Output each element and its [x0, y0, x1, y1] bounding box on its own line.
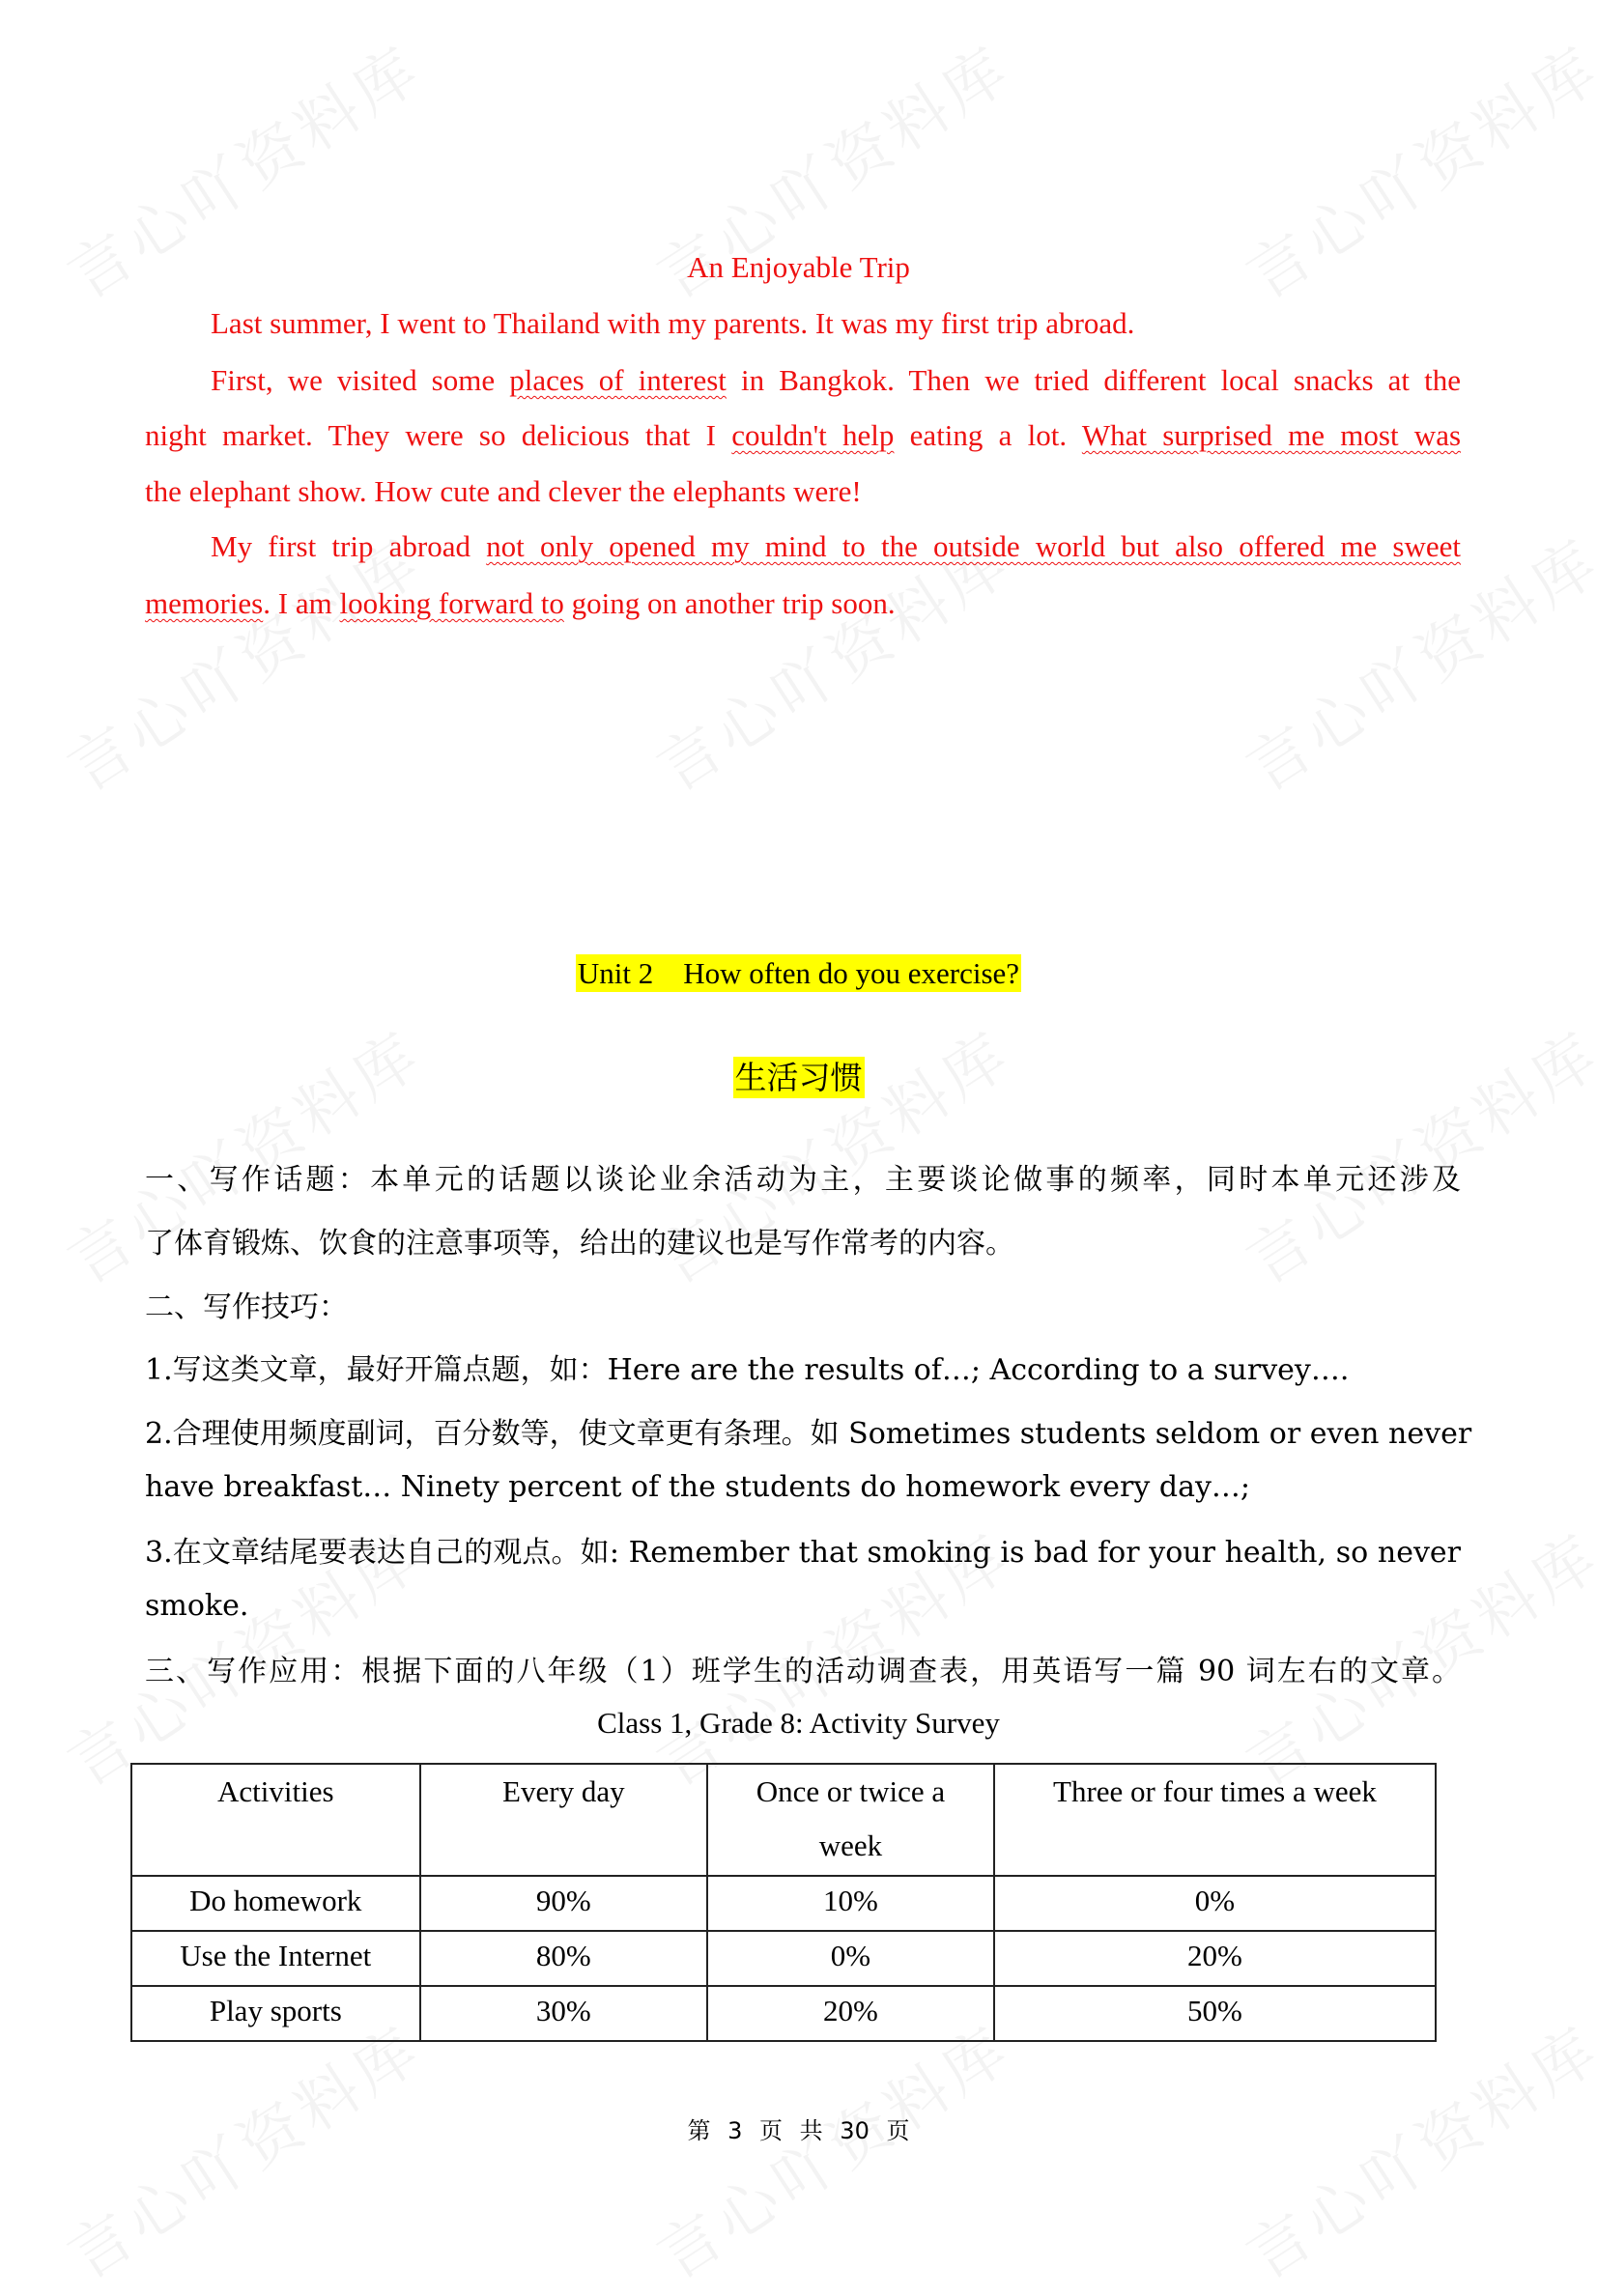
- underlined-phrase: couldn't help: [731, 418, 895, 452]
- guide-line: 二、写作技巧：: [145, 1290, 348, 1324]
- essay-text: eating a lot.: [894, 418, 1082, 452]
- guide-line: 三、写作应用：根据下面的八年级（1）班学生的活动调查表，用英语写一篇 90 词左右的文章。: [145, 1655, 1461, 1688]
- unit-title-text: Unit 2 How often do you exercise?: [577, 956, 1020, 990]
- underlined-phrase: not only opened my mind to the outside world but also offered me sweet: [486, 529, 1462, 563]
- guide-line: have breakfast… Ninety percent of the students do homework every day…;: [145, 1470, 1251, 1504]
- essay-line: [145, 474, 1461, 509]
- table-cell: 10%: [707, 1876, 994, 1931]
- table-header-cell: Once or twice a week: [707, 1764, 994, 1876]
- essay-text: night market. They were so delicious that I: [145, 418, 732, 452]
- guide-line: 3.在文章结尾要表达自己的观点。如: Remember that smoking is bad for your health, so never: [145, 1536, 1461, 1570]
- underlined-phrase: looking forward to: [339, 586, 564, 620]
- table-header-cell: Three or four times a week: [994, 1764, 1436, 1876]
- guide-line: 1.写这类文章，最好开篇点题，如：Here are the results of…; According to a survey….: [145, 1353, 1350, 1387]
- watermark: [48, 2000, 437, 2296]
- underlined-phrase: What surprised me most was: [1081, 418, 1462, 452]
- essay-text: the elephant show. How cute and clever the elephants were!: [145, 474, 862, 508]
- essay-text: going on another trip soon.: [563, 586, 896, 620]
- watermark: [1227, 2000, 1597, 2296]
- underlined-phrase: places of interest: [509, 363, 727, 397]
- essay-text: Last summer, I went to Thailand with my parents. It was my first trip abroad.: [211, 306, 1135, 340]
- guide-line: 一、写作话题：本单元的话题以谈论业余活动为主，主要谈论做事的频率，同时本单元还涉及: [145, 1163, 1461, 1197]
- table-row: [131, 1986, 1436, 2041]
- essay-line: [145, 529, 1461, 564]
- table-row: [131, 1876, 1436, 1931]
- essay-text: in Bangkok. Then we tried different local snacks at the: [726, 363, 1461, 397]
- table-cell: 90%: [420, 1876, 707, 1931]
- table-cell: 50%: [994, 1986, 1436, 2041]
- table-cell: 30%: [420, 1986, 707, 2041]
- underlined-phrase: memories: [145, 586, 264, 620]
- watermark: [638, 2000, 1026, 2296]
- table-header-cell: Every day: [420, 1764, 707, 1876]
- table-cell: 0%: [994, 1876, 1436, 1931]
- table-header-row: [131, 1764, 1436, 1876]
- table-row: [131, 1931, 1436, 1986]
- table-header-cell: Activities: [131, 1764, 420, 1876]
- table-cell: 80%: [420, 1931, 707, 1986]
- table-cell: 20%: [707, 1986, 994, 2041]
- table-cell: Use the Internet: [131, 1931, 420, 1986]
- guide-line: 了体育锻炼、饮食的注意事项等，给出的建议也是写作常考的内容。: [145, 1227, 1014, 1261]
- essay-line: [145, 363, 1461, 398]
- guide-line: smoke.: [145, 1589, 249, 1623]
- topic-title: [0, 1053, 1597, 1098]
- essay-line: [145, 586, 1461, 621]
- topic-title-text: 生活习惯: [734, 1059, 863, 1096]
- essay-title: An Enjoyable Trip: [687, 250, 910, 284]
- table-cell: Play sports: [131, 1986, 420, 2041]
- activity-survey-table: [130, 1763, 1437, 2042]
- unit-title: [0, 956, 1597, 991]
- essay-line: [145, 306, 1461, 341]
- essay-text: . I am: [263, 586, 340, 620]
- essay-text: My first trip abroad: [211, 529, 487, 563]
- guide-line: 2.合理使用频度副词，百分数等，使文章更有条理。如 Sometimes students seldom or even never: [145, 1417, 1472, 1451]
- table-cell: 20%: [994, 1931, 1436, 1986]
- page-number-footer: 第 3 页 共 30 页: [687, 2117, 910, 2144]
- table-cell: Do homework: [131, 1876, 420, 1931]
- table-caption: Class 1, Grade 8: Activity Survey: [597, 1706, 1000, 1740]
- essay-text: First, we visited some: [211, 363, 510, 397]
- essay-line: [145, 418, 1461, 453]
- table-cell: 0%: [707, 1931, 994, 1986]
